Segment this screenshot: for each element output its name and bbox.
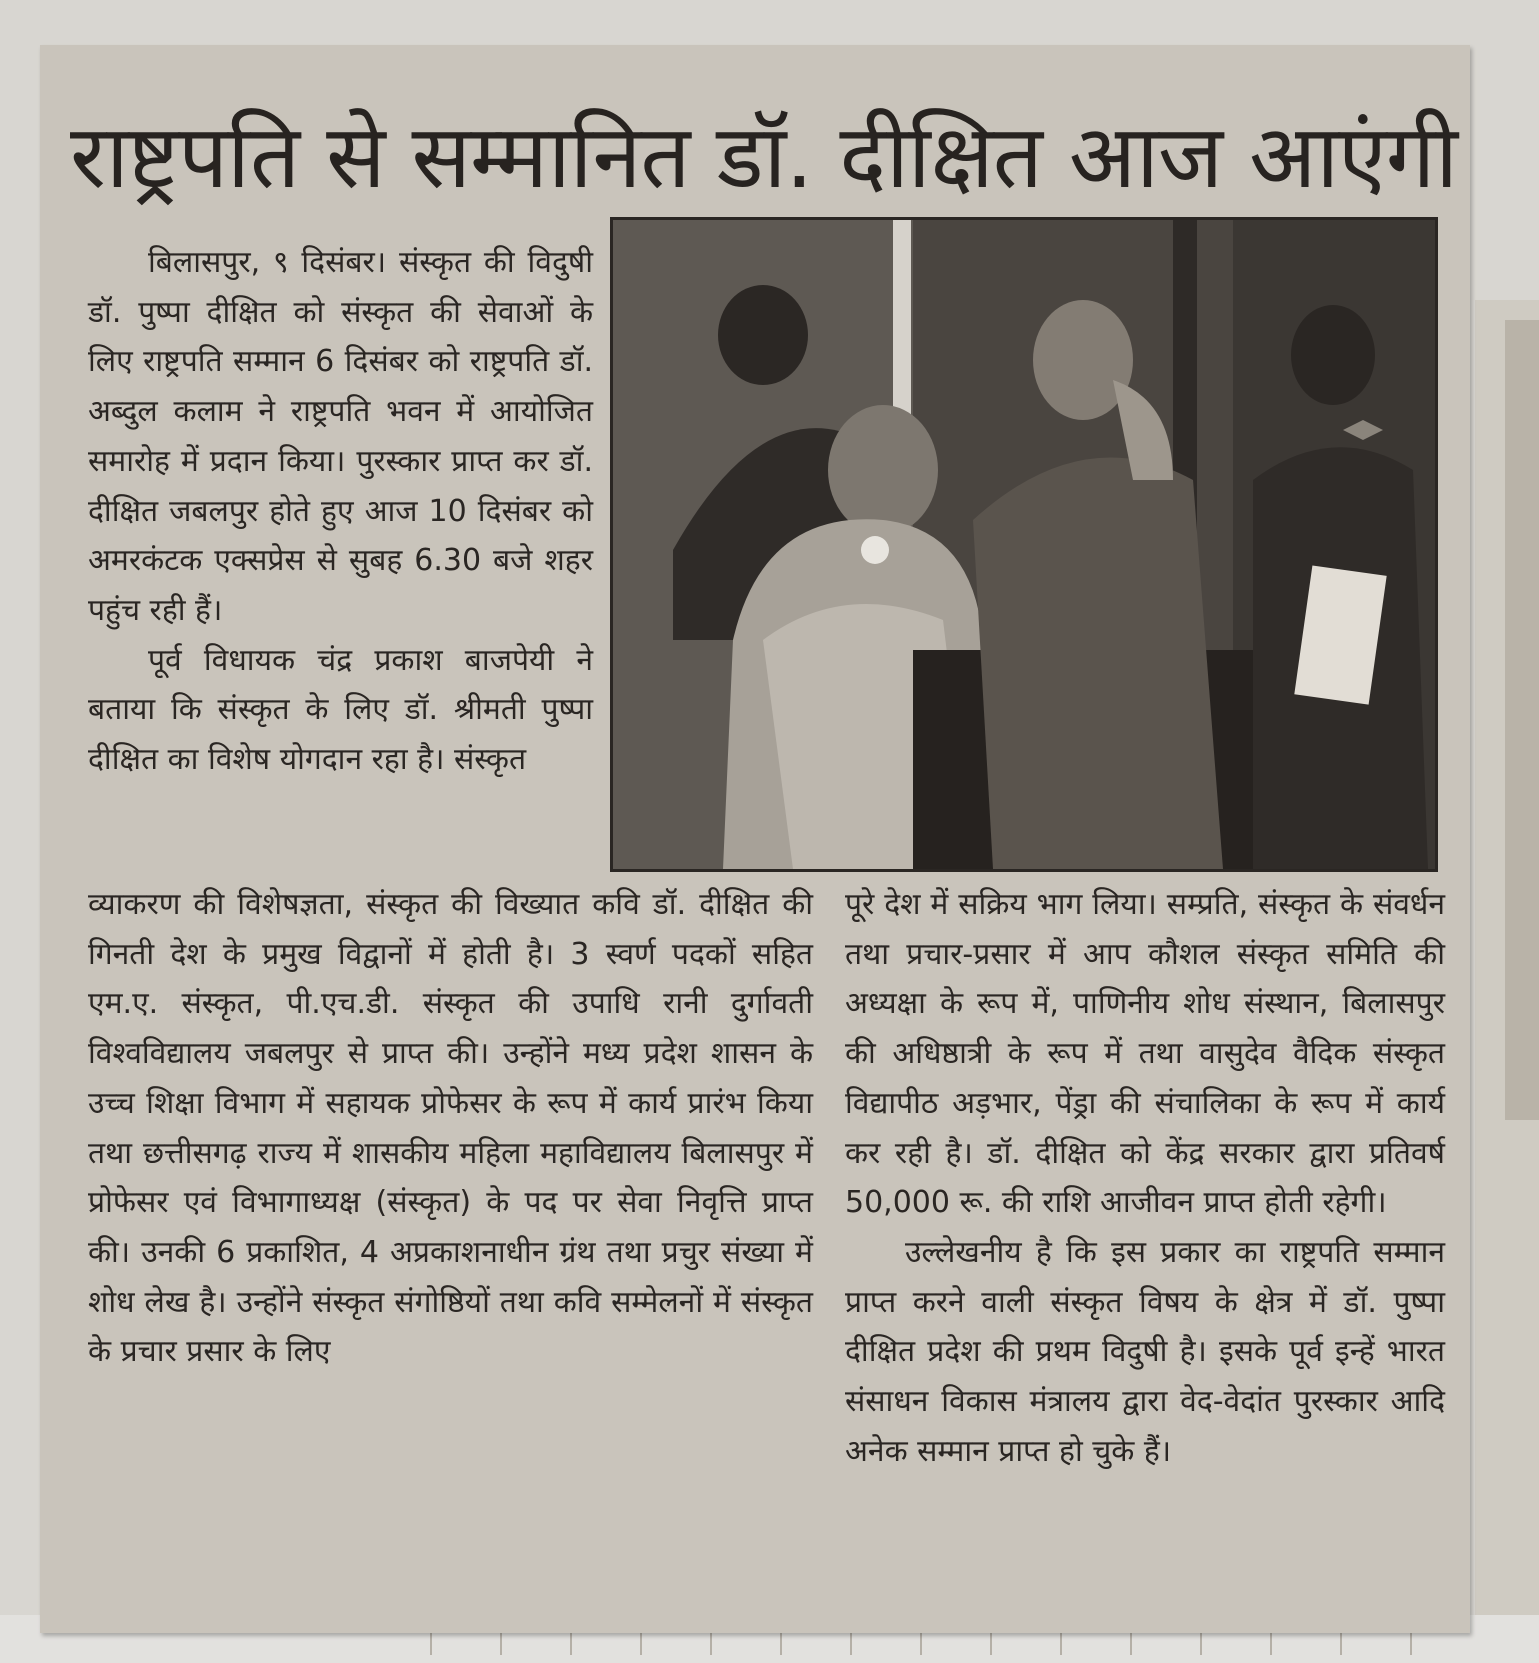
article-column-1 (88, 238, 593, 785)
headline: राष्ट्रपति से सम्मानित डॉ. दीक्षित आज आएंगी (70, 105, 1458, 208)
article-paragraph-4: पूरे देश में सक्रिय भाग लिया। सम्प्रति, संस्कृत के संवर्धन तथा प्रचार-प्रसार में आप कौशल संस्कृत समिति की अध्यक्षा के रूप में, पाणिनीय शोध संस्थान, बिलासपुर की अधिष्ठात्री के रूप में तथा वासुदेव वैदिक संस्कृत विद्यापीठ अड़भार, पेंड्रा की संचालिका के रूप में कार्य कर रही है। डॉ. दीक्षित को केंद्र सरकार द्वारा प्रतिवर्ष 50,000 रू. की राशि आजीवन प्राप्त होती रहेगी। (845, 887, 1445, 1221)
article-paragraph-3: व्याकरण की विशेषज्ञता, संस्कृत की विख्यात कवि डॉ. दीक्षित की गिनती देश के प्रमुख विद्वानों में होती है। 3 स्वर्ण पदकों सहित एम.ए. संस्कृत, पी.एच.डी. संस्कृत की उपाधि रानी दुर्गावती विश्वविद्यालय जबलपुर से प्राप्त की। उन्होंने मध्य प्रदेश शासन के उच्च शिक्षा विभाग में सहायक प्रोफेसर के रूप में कार्य प्रारंभ किया तथा छत्तीसगढ़ राज्य में शासकीय महिला महाविद्यालय बिलासपुर में प्रोफेसर एवं विभागाध्यक्ष (संस्कृत) के पद पर सेवा निवृत्ति प्राप्त की। उनकी 6 प्रकाशित, 4 अप्रकाशनाधीन ग्रंथ तथा प्रचुर संख्या में शोध लेख है। उन्होंने संस्कृत संगोष्ठियों तथा कवि सम्मेलनों में संस्कृत के प्रचार प्रसार के लिए (88, 887, 813, 1370)
background-clipping-edge (1505, 320, 1539, 1120)
article-paragraph-1: बिलासपुर, ९ दिसंबर। संस्कृत की विदुषी डॉ. पुष्पा दीक्षित को संस्कृत की सेवाओं के लिए राष्ट्रपति सम्मान 6 दिसंबर को राष्ट्रपति डॉ. अब्दुल कलाम ने राष्ट्रपति भवन में आयोजित समारोह में प्रदान किया। पुरस्कार प्राप्त कर डॉ. दीक्षित जबलपुर होते हुए आज 10 दिसंबर को अमरकंटक एक्सप्रेस से सुबह 6.30 बजे शहर पहुंच रही हैं। (88, 245, 593, 628)
photo-illustration (613, 220, 1435, 869)
article-paragraph-5: उल्लेखनीय है कि इस प्रकार का राष्ट्रपति सम्मान प्राप्त करने वाली संस्कृत विषय के क्षेत्र में डॉ. पुष्पा दीक्षित प्रदेश की प्रथम विदुषी है। इसके पूर्व इन्हें भारत संसाधन विकास मंत्रालय द्वारा वेद-वेदांत पुरस्कार आदि अनेक सम्मान प्राप्त हो चुके हैं। (845, 1234, 1445, 1469)
award-ceremony-photo (610, 217, 1438, 872)
newspaper-clipping (40, 45, 1470, 1633)
article-paragraph-2: पूर्व विधायक चंद्र प्रकाश बाजपेयी ने बताया कि संस्कृत के लिए डॉ. श्रीमती पुष्पा दीक्षित का विशेष योगदान रहा है। संस्कृत (88, 642, 593, 778)
article-column-3 (845, 880, 1445, 1476)
article-column-2 (88, 880, 813, 1377)
